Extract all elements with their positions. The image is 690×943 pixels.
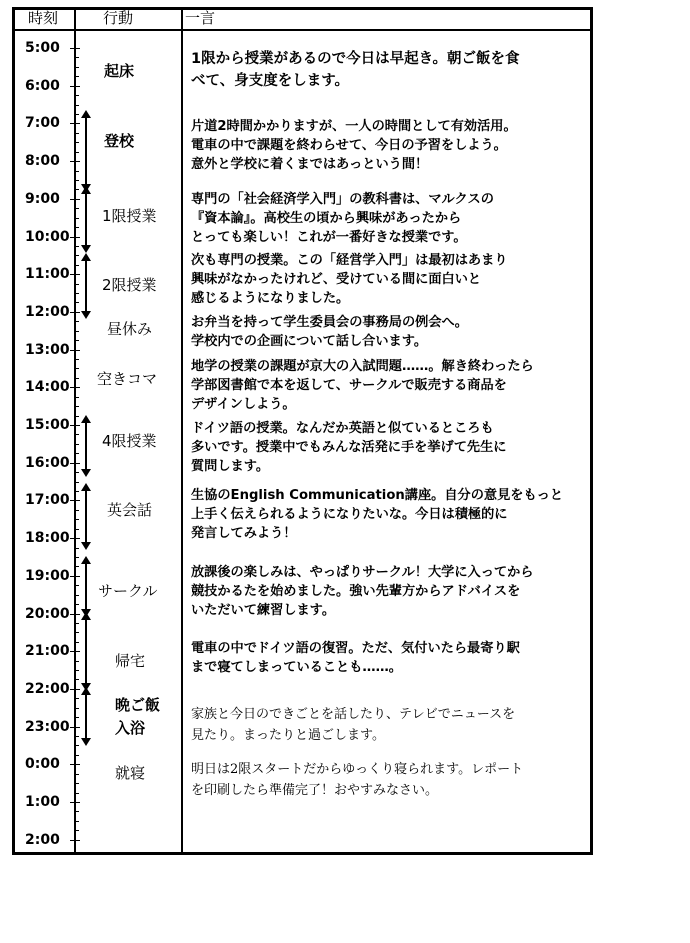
quarter-tick — [74, 340, 79, 341]
arrow-dinner — [85, 694, 87, 739]
arrow-class4 — [85, 422, 87, 470]
activity-bath: 入浴 — [115, 719, 146, 737]
quarter-tick — [74, 793, 79, 794]
time-label: 5:00 — [25, 40, 60, 56]
time-label: 19:00 — [25, 567, 70, 584]
time-label: 6:00 — [25, 77, 60, 94]
note-free: 地学の授業の課題が京大の入試問題……。解き終わったら 学部図書館で本を返して、サークルで販売する商品を デザインしよう。 — [191, 359, 534, 412]
quarter-tick — [74, 472, 79, 473]
time-label: 7:00 — [25, 115, 60, 132]
hour-tick — [70, 764, 80, 765]
header-time: 時刻 — [28, 9, 59, 27]
header-divider — [15, 29, 590, 31]
quarter-tick — [74, 265, 79, 266]
quarter-tick — [74, 171, 79, 172]
quarter-tick — [74, 745, 79, 746]
quarter-tick — [74, 434, 79, 435]
quarter-tick — [74, 774, 79, 775]
time-label: 10:00 — [25, 228, 70, 245]
quarter-tick — [74, 114, 79, 115]
quarter-tick — [74, 708, 79, 709]
quarter-tick — [74, 783, 79, 784]
hour-tick — [70, 614, 80, 615]
activity-commute: 登校 — [104, 132, 135, 150]
quarter-tick — [74, 331, 79, 332]
activity-sleep: 就寝 — [115, 764, 146, 782]
note-home: 電車の中でドイツ語の復習。ただ、気付いたら最寄り駅 まで寝てしまっていることも……。 — [191, 641, 520, 675]
quarter-tick — [74, 811, 79, 812]
quarter-tick — [74, 397, 79, 398]
time-label: 2:00 — [25, 831, 60, 848]
quarter-tick — [74, 416, 79, 417]
note-wake: 1限から授業があるので今日は早起き。朝ご飯を食 べて、身支度をします。 — [191, 51, 520, 89]
hour-tick — [70, 274, 80, 275]
quarter-tick — [74, 491, 79, 492]
time-label: 11:00 — [25, 266, 70, 283]
quarter-tick — [74, 755, 79, 756]
activity-lunch: 昼休み — [107, 320, 153, 338]
hour-tick — [70, 538, 80, 539]
time-label: 22:00 — [25, 680, 70, 697]
note-class2: 次も専門の授業。この「経営学入門」は最初はあまり 興味がなかったけれど、受けている間に面白いと 感じるようになりました。 — [191, 253, 508, 306]
quarter-tick — [74, 227, 79, 228]
quarter-tick — [74, 566, 79, 567]
quarter-tick — [74, 302, 79, 303]
schedule-table — [12, 7, 593, 855]
hour-tick — [70, 199, 80, 200]
time-label: 16:00 — [25, 454, 70, 471]
hour-tick — [70, 840, 80, 841]
hour-tick — [70, 425, 80, 426]
activity-class2: 2限授業 — [102, 276, 157, 294]
quarter-tick — [74, 133, 79, 134]
note-circle: 放課後の楽しみは、やっぱりサークル！大学に入ってから 競技かるたを始めました。強い先輩方からアドバイスを いただいて練習します。 — [191, 565, 534, 618]
hour-tick — [70, 689, 80, 690]
time-label: 23:00 — [25, 718, 70, 735]
note-lunch: お弁当を持って学生委員会の事務局の例会へ。 学校内での企画について話し合います。 — [191, 315, 468, 349]
quarter-tick — [74, 76, 79, 77]
time-label: 18:00 — [25, 530, 70, 547]
quarter-tick — [74, 246, 79, 247]
hour-tick — [70, 802, 80, 803]
activity-free: 空きコマ — [97, 370, 158, 388]
note-dinner: 家族と今日のできごとを話したり、テレビでニュースを 見たり。まったりと過ごします。 — [191, 707, 516, 743]
time-label: 20:00 — [25, 605, 70, 622]
hour-tick — [70, 727, 80, 728]
quarter-tick — [74, 95, 79, 96]
quarter-tick — [74, 679, 79, 680]
activity-circle: サークル — [98, 582, 158, 600]
time-label: 9:00 — [25, 190, 60, 207]
hour-tick — [70, 48, 80, 49]
arrow-circle — [85, 563, 87, 610]
activity-class4: 4限授業 — [102, 432, 157, 450]
hour-tick — [70, 576, 80, 577]
quarter-tick — [74, 105, 79, 106]
quarter-tick — [74, 736, 79, 737]
time-label: 15:00 — [25, 417, 70, 433]
quarter-tick — [74, 830, 79, 831]
arrow-commute — [85, 117, 87, 185]
hour-tick — [70, 350, 80, 351]
quarter-tick — [74, 632, 79, 633]
arrow-home — [85, 619, 87, 684]
quarter-tick — [74, 208, 79, 209]
arrow-english — [85, 490, 87, 543]
quarter-tick — [74, 368, 79, 369]
hour-tick — [70, 500, 80, 501]
quarter-tick — [74, 661, 79, 662]
arrow-class1 — [85, 193, 87, 246]
quarter-tick — [74, 284, 79, 285]
time-label: 13:00 — [25, 341, 70, 358]
note-class1: 専門の「社会経済学入門」の教科書は、マルクスの 『資本論』。高校生の頃から興味があったから とっても楽しい！これが一番好きな授業です。 — [191, 192, 494, 245]
time-label: 1:00 — [25, 794, 60, 810]
quarter-tick — [74, 548, 79, 549]
quarter-tick — [74, 642, 79, 643]
quarter-tick — [74, 529, 79, 530]
quarter-tick — [74, 255, 79, 256]
quarter-tick — [74, 595, 79, 596]
quarter-tick — [74, 406, 79, 407]
quarter-tick — [74, 180, 79, 181]
quarter-tick — [74, 152, 79, 153]
quarter-tick — [74, 293, 79, 294]
time-label: 8:00 — [25, 153, 60, 170]
quarter-tick — [74, 218, 79, 219]
activity-home: 帰宅 — [115, 652, 146, 670]
column-divider-action — [181, 10, 183, 852]
quarter-tick — [74, 604, 79, 605]
hour-tick — [70, 86, 80, 87]
note-commute: 片道2時間かかりますが、一人の時間として有効活用。 電車の中で課題を終わらせて、今日の予習をしよう。 意外と学校に着くまではあっという間！ — [191, 119, 517, 172]
activity-english: 英会話 — [107, 501, 153, 519]
quarter-tick — [74, 453, 79, 454]
hour-tick — [70, 123, 80, 124]
activity-wake: 起床 — [104, 62, 135, 80]
hour-tick — [70, 312, 80, 313]
quarter-tick — [74, 444, 79, 445]
note-class4: ドイツ語の授業。なんだか英語と似ているところも 多いです。授業中でもみんな活発に手を挙げて先生に 質問します。 — [191, 421, 507, 474]
quarter-tick — [74, 359, 79, 360]
quarter-tick — [74, 557, 79, 558]
time-label: 14:00 — [25, 379, 70, 396]
quarter-tick — [74, 378, 79, 379]
quarter-tick — [74, 698, 79, 699]
quarter-tick — [74, 57, 79, 58]
hour-tick — [70, 651, 80, 652]
quarter-tick — [74, 482, 79, 483]
quarter-tick — [74, 717, 79, 718]
note-sleep: 明日は2限スタートだからゆっくり寝られます。レポート を印刷したら準備完了！おやすみなさい。 — [191, 762, 524, 798]
quarter-tick — [74, 585, 79, 586]
quarter-tick — [74, 623, 79, 624]
quarter-tick — [74, 510, 79, 511]
time-label: 0:00 — [25, 756, 60, 773]
activity-class1: 1限授業 — [102, 207, 157, 225]
hour-tick — [70, 463, 80, 464]
time-label: 12:00 — [25, 303, 70, 320]
header-action: 行動 — [103, 9, 134, 27]
quarter-tick — [74, 321, 79, 322]
hour-tick — [70, 237, 80, 238]
hour-tick — [70, 387, 80, 388]
header-comment: 一言 — [185, 9, 216, 27]
note-english: 生協のEnglish Communication講座。自分の意見をもっと 上手く伝えられるようになりたいな。今日は積極的に 発言してみよう！ — [191, 488, 564, 541]
quarter-tick — [74, 142, 79, 143]
quarter-tick — [74, 519, 79, 520]
activity-dinner: 晩ご飯 — [115, 696, 161, 714]
quarter-tick — [74, 821, 79, 822]
time-label: 17:00 — [25, 492, 70, 509]
hour-tick — [70, 161, 80, 162]
quarter-tick — [74, 670, 79, 671]
quarter-tick — [74, 189, 79, 190]
time-label: 21:00 — [25, 643, 70, 660]
quarter-tick — [74, 67, 79, 68]
arrow-class2 — [85, 260, 87, 312]
